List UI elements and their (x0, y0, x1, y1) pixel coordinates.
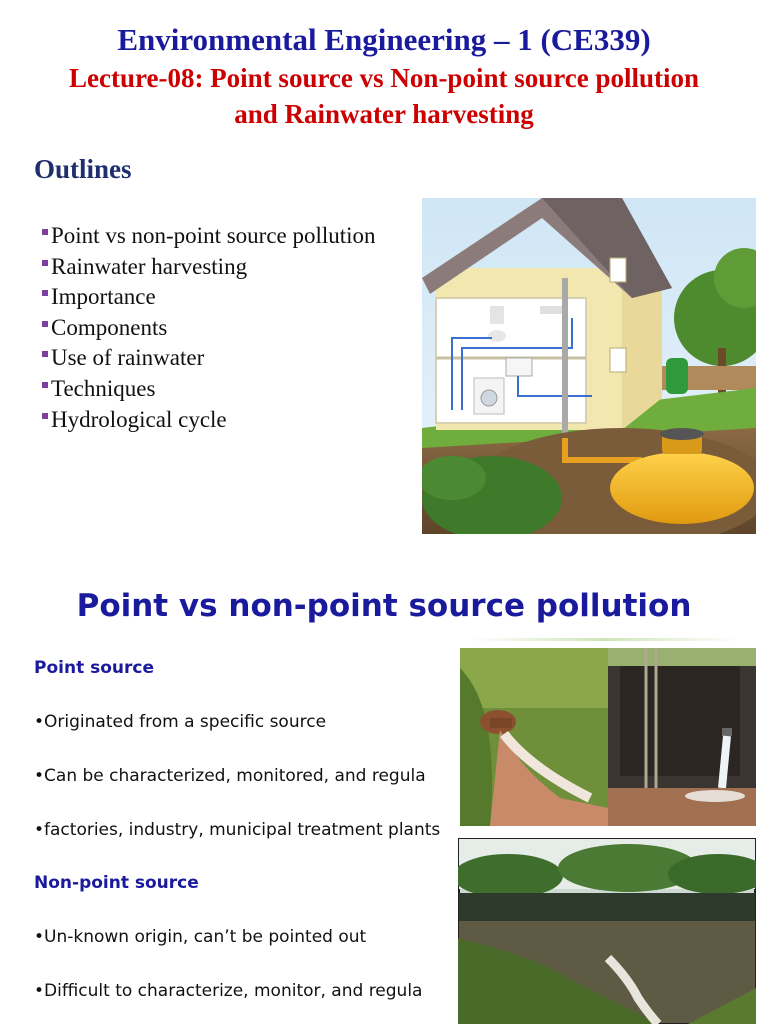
point-source-item: •Can be characterized, monitored, and regula (34, 766, 426, 786)
rainwater-harvesting-house-image (422, 198, 756, 534)
bullet-square-icon (42, 260, 48, 266)
outline-item-label: Point vs non-point source pollution (51, 223, 376, 248)
non-point-source-runoff-image (458, 838, 756, 1024)
bullet-square-icon (42, 229, 48, 235)
point-source-outfall-image (460, 648, 756, 826)
point-source-item: •Originated from a specific source (34, 712, 327, 732)
bullet-square-icon (42, 321, 48, 327)
slide-point-vs-nonpoint (0, 560, 768, 1024)
outlines-heading: Outlines (34, 154, 132, 184)
outline-item (42, 374, 376, 405)
bullet-square-icon (42, 290, 48, 296)
outline-item-label: Components (51, 314, 168, 340)
lecture-title-line1: Lecture-08: Point source vs Non-point source pollution (68, 63, 699, 93)
non-point-source-item: •Difficult to characterize, monitor, and regula (34, 981, 423, 1001)
slide-title: Point vs non-point source pollution (76, 588, 692, 624)
bullet-square-icon (42, 413, 48, 419)
outline-item-label: Rainwater harvesting (51, 253, 248, 279)
course-title: Environmental Engineering – 1 (CE339) (117, 22, 651, 57)
bullet-square-icon (42, 382, 48, 388)
outline-item (42, 252, 376, 283)
outline-item (42, 221, 376, 252)
outline-item-label: Importance (51, 284, 156, 310)
outline-list (42, 221, 376, 435)
point-source-item: •factories, industry, municipal treatment plants (34, 820, 441, 840)
outline-item-label: Techniques (51, 375, 156, 401)
outline-item (42, 282, 376, 313)
outline-item (42, 405, 376, 436)
lecture-title-line2: and Rainwater harvesting (234, 99, 534, 129)
point-source-heading: Point source (34, 658, 155, 678)
outline-item-label: Use of rainwater (51, 345, 205, 371)
non-point-source-heading: Non-point source (34, 873, 199, 893)
non-point-source-item: •Un-known origin, can’t be pointed out (34, 927, 367, 947)
outline-item-label: Hydrological cycle (51, 406, 227, 432)
outline-item (42, 343, 376, 374)
outline-item (42, 313, 376, 344)
title-divider (470, 638, 740, 641)
bullet-square-icon (42, 351, 48, 357)
